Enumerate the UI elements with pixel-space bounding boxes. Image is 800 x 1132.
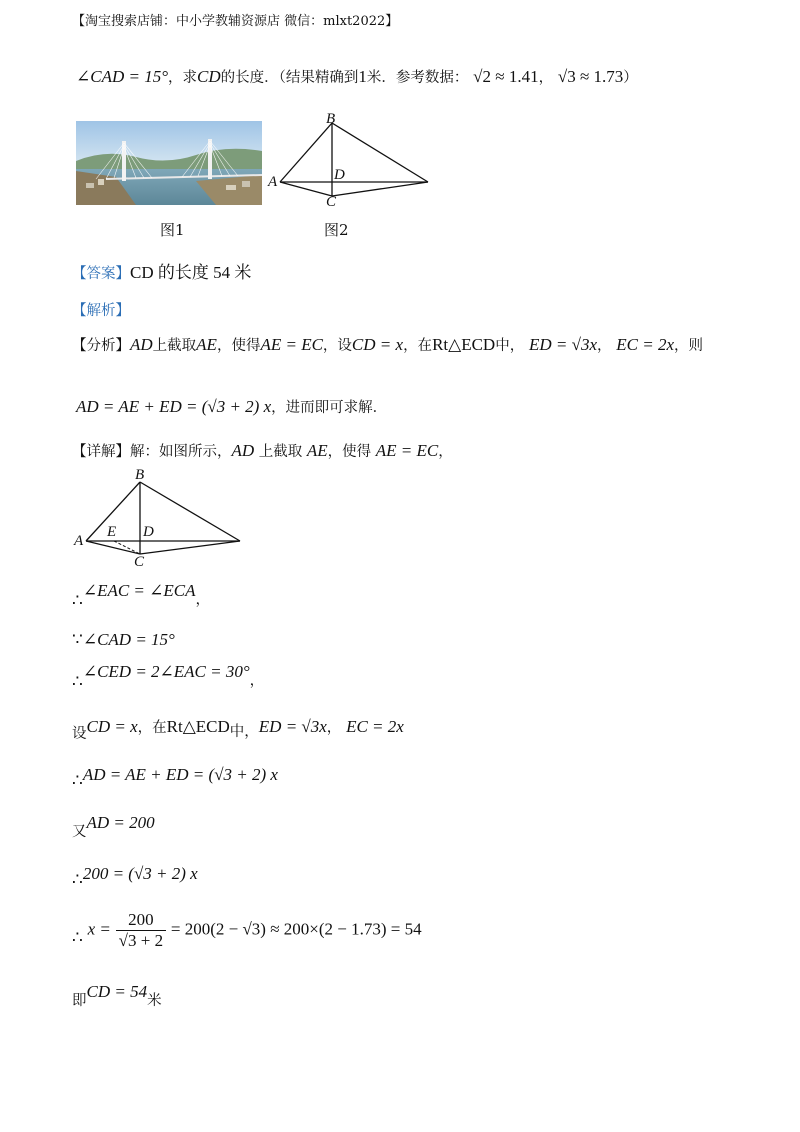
fenxi-line2-end: ，进而即可求解． [271,400,388,416]
fraction-denominator: √3 + 2 [118,931,164,950]
problem-one: 1 [358,67,367,86]
problem-text-2: 的长度．（结果精确到 [220,70,359,86]
sqrt3-ref: √3 ≈ 1.73 [557,67,624,86]
step-8-x: x = [87,919,111,939]
step-4-a: 设 [72,726,87,742]
step-4 [72,716,404,742]
segment-ac [280,182,332,196]
fenxi-text-4: ，使得 [216,338,261,354]
step-4-g: ， [326,720,342,736]
step-3-end: ， [249,673,265,689]
segment-bf [140,482,240,541]
analysis-tag: 【解析】 [72,303,130,319]
step-5 [72,765,278,790]
step-7 [72,864,198,889]
step-8-rest: = 200(2 − √3) ≈ 200×(2 − 1.73) = 54 [170,919,422,939]
figure-2-caption: 图2 [324,221,349,239]
fenxi-text-8: ，在 [403,338,433,354]
therefore-symbol: ∴ [72,870,83,889]
fenxi-tag: 【分析】 [72,338,130,354]
angle-cad: ∠CAD = 15° [76,67,169,86]
fenxi-ec: EC = 2x [616,335,675,354]
fraction-numerator: 200 [116,910,166,931]
detail-diagram [74,470,246,570]
step-4-ec: EC = 2x [346,717,404,736]
step-4-c: ，在 [137,720,167,736]
therefore-symbol: ∴ [72,771,83,790]
step-9-formula: CD = 54 [86,982,148,1001]
step-4-ed: ED = √3x [258,717,327,736]
answer-text: CD 的长度 54 米 [130,263,252,282]
step-3 [72,661,265,691]
segment-ec-dashed [114,541,140,554]
step-1 [72,580,211,610]
fenxi-ad-formula: AD = AE + ED = (√3 + 2) x [76,397,272,416]
therefore-symbol: ∴ [72,927,83,947]
answer-tag: 【答案】 [72,266,130,282]
fenxi-text-12: ， [597,338,612,354]
step-5-formula: AD = AE + ED = (√3 + 2) x [82,765,278,784]
step-6-formula: AD = 200 [86,813,155,832]
problem-text-1: ，求 [168,70,198,86]
detail-label-d: D [143,524,154,540]
segment-ab [280,123,332,182]
step-9-c: 米 [147,993,162,1009]
step-2-formula: ∠CAD = 15° [82,630,175,649]
detail-intro-g: ， [438,444,453,460]
fenxi-ae: AE [196,335,217,354]
fenxi-text-10: 中， [495,338,525,354]
fenxi-text-6: ，设 [322,338,352,354]
figure-1-caption: 图1 [160,221,185,239]
step-4-rt-ecd: Rt△ECD [166,717,230,736]
step-9 [72,981,162,1009]
fig2-label-c: C [326,194,337,210]
fenxi-line-1 [72,334,703,355]
segment-cf [140,541,240,554]
detail-intro-a: 解：如图所示， [130,444,232,460]
fenxi-ae-ec: AE = EC [260,335,323,354]
detail-intro-ae: AE [306,441,328,460]
bridge-photo [76,121,262,205]
step-8 [72,910,422,951]
detail-intro-ae-ec: AE = EC [375,441,439,460]
detail-tag: 【详解】 [72,444,130,460]
step-3-formula: ∠CED = 2∠EAC = 30° [82,662,250,681]
step-4-cd-x: CD = x [86,717,138,736]
detail-intro [72,440,453,461]
segment-cf [332,182,428,196]
because-symbol: ∵ [72,630,83,649]
sqrt2-ref: √2 ≈ 1.41 [473,67,539,86]
fig2-label-a: A [268,174,278,190]
step-1-formula: ∠EAC = ∠ECA [82,581,196,600]
fenxi-ed: ED = √3x [528,335,597,354]
page-header: 【淘宝搜索店铺：中小学教辅资源店 微信：mlxt2022】 [72,14,399,29]
detail-label-e: E [107,524,117,540]
problem-text-3: 米．参考数据： [366,70,469,86]
step-8-fraction [116,910,166,951]
step-6-a: 又 [72,824,87,840]
problem-statement [76,66,638,87]
step-6 [72,812,155,840]
fig2-label-b: B [326,111,336,127]
step-9-a: 即 [72,993,87,1009]
fenxi-rt-ecd: Rt△ECD [432,335,496,354]
fenxi-line-2 [76,396,387,417]
fenxi-text-14: ，则 [674,338,704,354]
step-1-end: ， [195,592,211,608]
problem-sep: ， [538,70,554,86]
problem-close: ） [623,70,638,86]
fenxi-cd-x: CD = x [351,335,404,354]
therefore-symbol: ∴ [72,672,83,691]
fenxi-text-2: 上截取 [152,338,197,354]
step-4-e: 中， [229,724,259,740]
step-2 [72,630,175,650]
detail-intro-e: ，使得 [327,444,376,460]
fenxi-ad: AD [130,335,153,354]
cd-symbol: CD [197,67,221,86]
detail-label-b: B [135,467,145,483]
answer-line [72,258,251,283]
detail-intro-c: 上截取 [254,444,307,460]
detail-intro-ad: AD [231,441,255,460]
step-7-formula: 200 = (√3 + 2) x [82,864,198,883]
fig2-label-d: D [334,167,345,183]
detail-label-a: A [74,533,84,549]
therefore-symbol: ∴ [72,591,83,610]
detail-label-c: C [134,554,145,570]
figure-2-diagram [266,110,436,210]
segment-bf [332,123,428,182]
segment-ac [86,541,140,554]
